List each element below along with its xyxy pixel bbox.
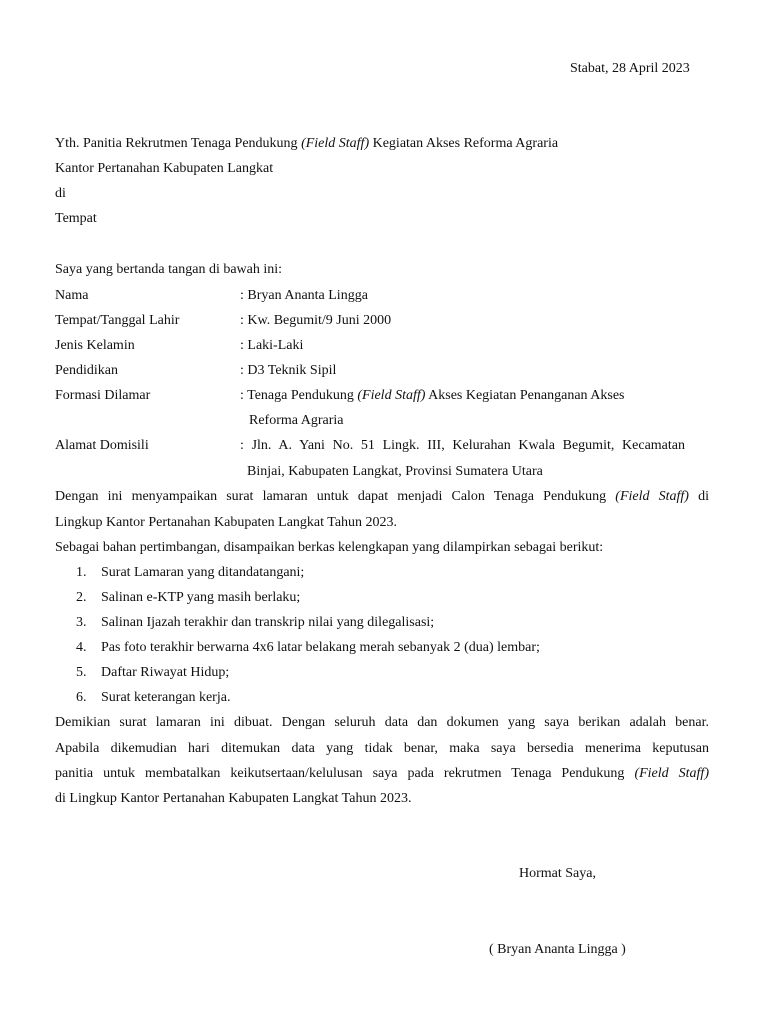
recipient-line-2: Kantor Pertanahan Kabupaten Langkat — [55, 161, 274, 176]
attachment-number: 1. — [76, 565, 87, 580]
recipient-line-1 — [55, 136, 558, 152]
identity-value-pendidikan: : D3 Teknik Sipil — [240, 363, 337, 378]
attachment-item: Pas foto terakhir berwarna 4x6 latar belakang merah sebanyak 2 (dua) lembar; — [101, 640, 540, 655]
attachment-item: Salinan Ijazah terakhir dan transkrip nilai yang dilegalisasi; — [101, 615, 435, 630]
paragraph-2: Sebagai bahan pertimbangan, disampaikan berkas kelengkapan yang dilampirkan sebagai berikut: — [55, 540, 604, 555]
paragraph-1-line-2: Lingkup Kantor Pertanahan Kabupaten Langkat Tahun 2023. — [55, 515, 398, 530]
paragraph-1-line-1 — [55, 489, 709, 505]
sign-off: Hormat Saya, — [519, 866, 596, 881]
closing-line-4: di Lingkup Kantor Pertanahan Kabupaten Langkat Tahun 2023. — [55, 791, 412, 806]
attachment-item: Surat keterangan kerja. — [101, 690, 231, 705]
identity-label-jenis-kelamin: Jenis Kelamin — [55, 338, 135, 353]
identity-value-jenis-kelamin: : Laki-Laki — [240, 338, 304, 353]
attachment-item: Daftar Riwayat Hidup; — [101, 665, 230, 680]
recipient-line-3: di — [55, 186, 66, 201]
attachment-number: 3. — [76, 615, 87, 630]
identity-value-nama: : Bryan Ananta Lingga — [240, 288, 368, 303]
identity-label-nama: Nama — [55, 288, 89, 303]
paragraph-1-tail: di — [688, 489, 709, 504]
formasi-text: : Tenaga Pendukung — [240, 388, 358, 403]
recipient-line-1-text: Yth. Panitia Rekrutmen Tenaga Pendukung — [55, 136, 302, 151]
identity-value-alamat-line-1: : Jln. A. Yani No. 51 Lingk. III, Kelurahan Kwala Begumit, Kecamatan — [240, 438, 685, 453]
recipient-line-1-tail: Kegiatan Akses Reforma Agraria — [369, 136, 559, 151]
paragraph-1-text: Dengan ini menyampaikan surat lamaran untuk dapat menjadi Calon Tenaga Pendukung — [55, 489, 616, 504]
identity-value-alamat-line-2: Binjai, Kabupaten Langkat, Provinsi Sumatera Utara — [247, 464, 543, 479]
identity-value-formasi — [240, 388, 624, 404]
place-date: Stabat, 28 April 2023 — [570, 61, 690, 76]
identity-label-ttl: Tempat/Tanggal Lahir — [55, 313, 180, 328]
closing-line-2: Apabila dikemudian hari ditemukan data yang tidak benar, maka saya bersedia menerima keputusan — [55, 741, 709, 756]
intro-line: Saya yang bertanda tangan di bawah ini: — [55, 262, 283, 277]
identity-value-ttl: : Kw. Begumit/9 Juni 2000 — [240, 313, 392, 328]
formasi-italic: (Field Staff) — [357, 388, 426, 403]
attachment-number: 4. — [76, 640, 87, 655]
identity-label-alamat: Alamat Domisili — [55, 438, 149, 453]
recipient-line-1-italic: (Field Staff) — [301, 136, 370, 151]
closing-line-3-italic: (Field Staff) — [634, 766, 709, 781]
identity-label-formasi: Formasi Dilamar — [55, 388, 151, 403]
closing-line-3 — [55, 766, 709, 782]
closing-line-1: Demikian surat lamaran ini dibuat. Dengan seluruh data dan dokumen yang saya berikan adalah benar. — [55, 715, 709, 730]
identity-value-formasi-cont: Reforma Agraria — [249, 413, 344, 428]
attachment-item: Salinan e-KTP yang masih berlaku; — [101, 590, 301, 605]
attachment-item: Surat Lamaran yang ditandatangani; — [101, 565, 305, 580]
formasi-tail: Akses Kegiatan Penanganan Akses — [425, 388, 625, 403]
identity-label-pendidikan: Pendidikan — [55, 363, 118, 378]
paragraph-1-italic: (Field Staff) — [615, 489, 689, 504]
attachment-number: 5. — [76, 665, 87, 680]
closing-line-3-text: panitia untuk membatalkan keikutsertaan/kelulusan saya pada rekrutmen Tenaga Pendukung — [55, 766, 635, 781]
recipient-line-4: Tempat — [55, 211, 97, 226]
attachment-number: 6. — [76, 690, 87, 705]
attachment-number: 2. — [76, 590, 87, 605]
signature-name: ( Bryan Ananta Lingga ) — [489, 942, 626, 957]
